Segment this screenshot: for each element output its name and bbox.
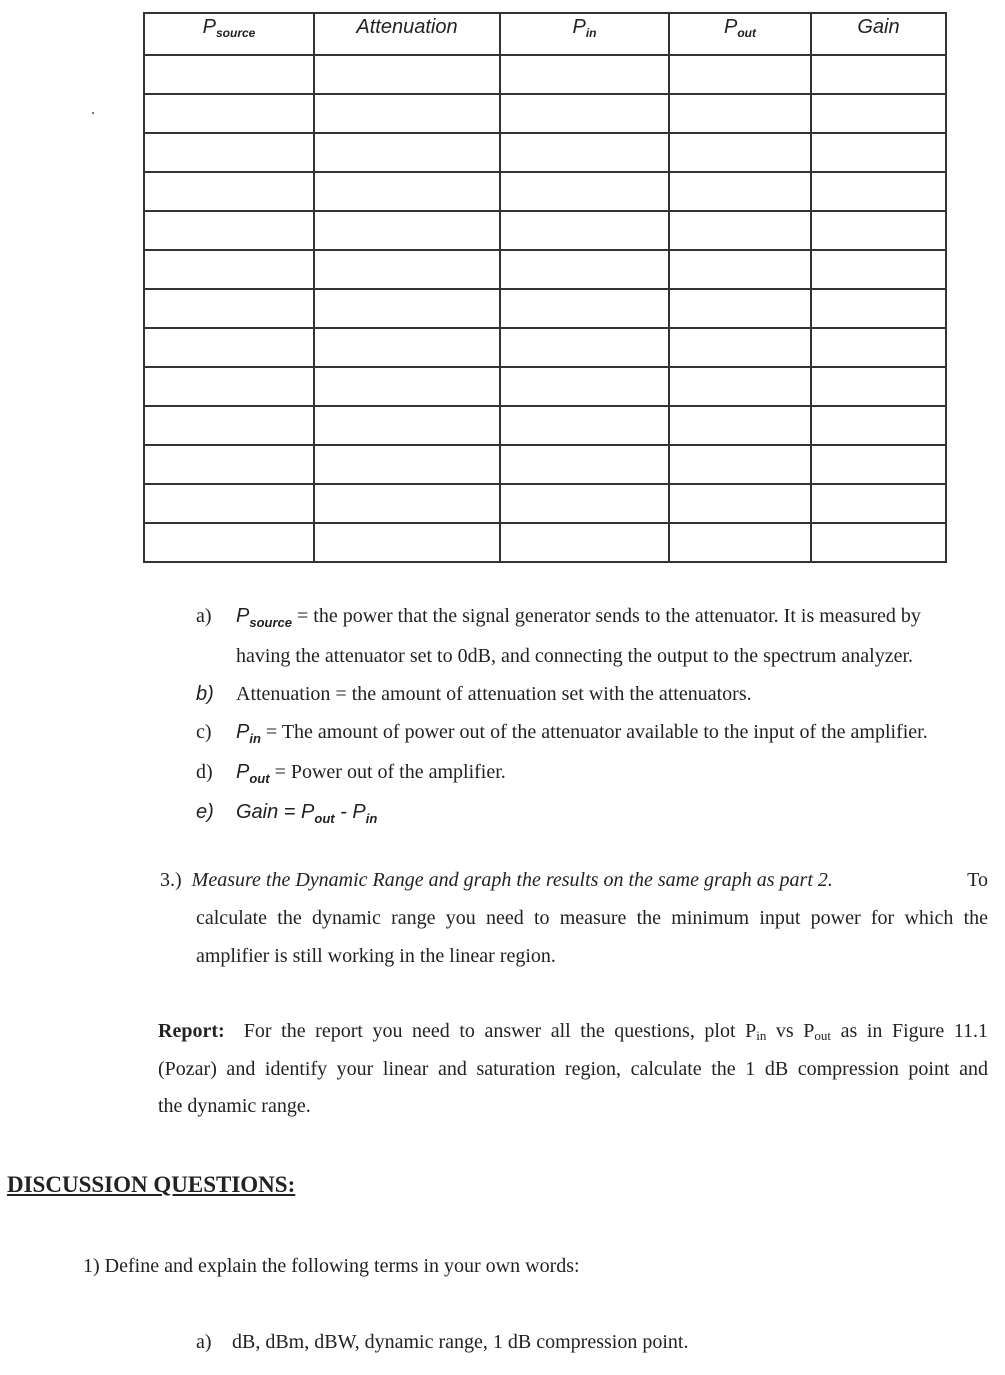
table-cell: [669, 55, 811, 94]
table-cell: [314, 367, 500, 406]
table-cell: [144, 484, 314, 523]
table-row: [144, 250, 946, 289]
table-cell: [144, 172, 314, 211]
definition-d: d) $P_{out}$ = Power out of the amplifier.: [196, 753, 986, 793]
definitions-list: [196, 597, 986, 833]
definition-marker: a): [196, 605, 212, 627]
table-cell: [144, 367, 314, 406]
table-cell: [144, 211, 314, 250]
table-cell: [669, 367, 811, 406]
discussion-heading: DISCUSSION QUESTIONS:: [7, 1172, 296, 1197]
table-row: [144, 523, 946, 562]
table-cell: [314, 523, 500, 562]
header-p-in: $P_{in}$: [500, 13, 669, 55]
table-cell: [811, 211, 946, 250]
table-cell: [500, 289, 669, 328]
table-cell: [669, 172, 811, 211]
definition-marker: e): [196, 801, 214, 823]
table-cell: [669, 484, 811, 523]
table-cell: [811, 367, 946, 406]
table-row: [144, 406, 946, 445]
table-row: [144, 445, 946, 484]
stray-mark: [92, 112, 94, 114]
table-cell: [314, 133, 500, 172]
table-cell: [500, 406, 669, 445]
table-cell: [314, 406, 500, 445]
table-header-row: [144, 13, 946, 55]
report-instructions: Report: For the report you need to answer all the questions, plot Pin vs Pout as in Figure 11.1 (Pozar) and identify your linear and saturation region, calculate the 1 dB compression point and the dynamic range.: [158, 1020, 989, 1117]
table-row: [144, 133, 946, 172]
table-cell: [669, 289, 811, 328]
table-cell: [144, 406, 314, 445]
table-cell: [500, 55, 669, 94]
table-row: [144, 367, 946, 406]
table-cell: [144, 289, 314, 328]
table-cell: [811, 406, 946, 445]
definition-c: c) $P_{in}$ = The amount of power out of the attenuator available to the input of the amplifier.: [196, 713, 986, 753]
table-cell: [144, 523, 314, 562]
section-3-instructions: 3.) Measure the Dynamic Range and graph the results on the same graph as part 2. To calculate the dynamic range you need to measure the minimum input power for which the amplifier is still working in the linear region.: [160, 869, 988, 967]
table-row: [144, 55, 946, 94]
table-cell: [144, 328, 314, 367]
table-cell: [500, 484, 669, 523]
table-cell: [144, 133, 314, 172]
table-cell: [500, 94, 669, 133]
table-cell: [314, 211, 500, 250]
table-row: [144, 211, 946, 250]
table-cell: [811, 172, 946, 211]
table-cell: [811, 250, 946, 289]
table-cell: [500, 172, 669, 211]
table-cell: [314, 484, 500, 523]
definition-a: a) $P_{source}$ = the power that the signal generator sends to the attenuator. It is measured by having the attenuator set to 0dB, and connecting the output to the spectrum analyzer.: [196, 597, 986, 675]
definition-e: e) Gain = $P_{out} - P_{in}$: [196, 793, 986, 833]
question-1: 1) Define and explain the following terms in your own words:: [83, 1255, 580, 1277]
table-cell: [314, 328, 500, 367]
table-row: [144, 484, 946, 523]
table-cell: [669, 328, 811, 367]
question-1a: a) dB, dBm, dBW, dynamic range, 1 dB compression point.: [196, 1331, 689, 1353]
table-cell: [144, 250, 314, 289]
definition-marker: c): [196, 721, 212, 743]
table-cell: [811, 484, 946, 523]
table-cell: [500, 523, 669, 562]
table-cell: [811, 523, 946, 562]
table-cell: [314, 250, 500, 289]
table-cell: [811, 289, 946, 328]
table-cell: [669, 250, 811, 289]
table-cell: [669, 523, 811, 562]
table-cell: [669, 445, 811, 484]
table-row: [144, 328, 946, 367]
table-cell: [811, 328, 946, 367]
measurement-table: [143, 12, 947, 563]
table-cell: [811, 445, 946, 484]
table-cell: [669, 211, 811, 250]
section-number: 3.): [160, 869, 182, 891]
header-p-source: $P_{source}$: [144, 13, 314, 55]
table-row: [144, 289, 946, 328]
table-cell: [811, 94, 946, 133]
table-cell: [144, 445, 314, 484]
table-row: [144, 172, 946, 211]
table-cell: [500, 367, 669, 406]
table-cell: [314, 445, 500, 484]
table-cell: [144, 55, 314, 94]
report-label: Report:: [158, 1020, 225, 1042]
header-p-out: $P_{out}$: [669, 13, 811, 55]
table-cell: [500, 328, 669, 367]
table-cell: [500, 250, 669, 289]
table-cell: [144, 94, 314, 133]
table-row: [144, 94, 946, 133]
table-cell: [669, 406, 811, 445]
definition-b: b) Attenuation = the amount of attenuation set with the attenuators.: [196, 675, 986, 713]
table-cell: [811, 133, 946, 172]
header-gain: Gain: [811, 13, 946, 55]
definition-marker: b): [196, 683, 214, 705]
table-cell: [500, 445, 669, 484]
table-cell: [314, 55, 500, 94]
table-cell: [811, 55, 946, 94]
table-cell: [314, 289, 500, 328]
table-cell: [500, 211, 669, 250]
definition-marker: d): [196, 761, 213, 783]
table-cell: [314, 94, 500, 133]
table-cell: [669, 133, 811, 172]
table-cell: [500, 133, 669, 172]
header-attenuation: Attenuation: [314, 13, 500, 55]
table-cell: [314, 172, 500, 211]
table-cell: [669, 94, 811, 133]
